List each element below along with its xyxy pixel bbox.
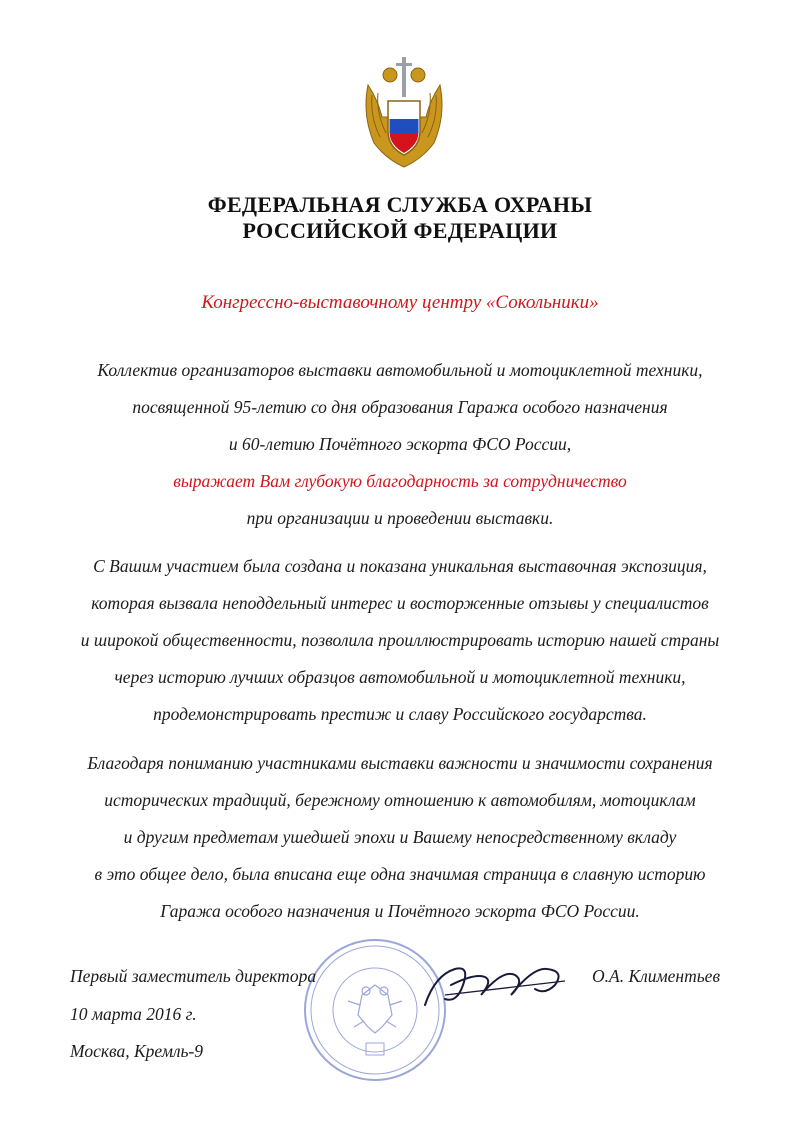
paragraph-3-line: Гаража особого назначения и Почётного эскорта ФСО России.	[160, 901, 640, 921]
paragraph-1-line: Коллектив организаторов выставки автомобильной и мотоциклетной техники,	[97, 360, 703, 380]
paragraph-1	[40, 352, 760, 537]
paragraph-1-line: и 60-летию Почётного эскорта ФСО России,	[228, 434, 572, 454]
organization-title-line1: ФЕДЕРАЛЬНАЯ СЛУЖБА ОХРАНЫ	[207, 192, 593, 217]
paragraph-3-line: в это общее дело, была вписана еще одна значимая страница в славную историю	[94, 864, 706, 884]
paragraph-1-line: при организации и проведении выставки.	[246, 508, 554, 528]
letter-place: Москва, Кремль-9	[70, 1041, 204, 1061]
paragraph-3-line: Благодаря пониманию участниками выставки важности и значимости сохранения	[87, 753, 713, 773]
paragraph-1-line: посвященной 95-летию со дня образования Гаража особого назначения	[132, 397, 668, 417]
paragraph-3-line: исторических традиций, бережному отношению к автомобилям, мотоциклам	[104, 790, 696, 810]
organization-title-line2: РОССИЙСКОЙ ФЕДЕРАЦИИ	[242, 218, 558, 243]
paragraph-3	[40, 745, 760, 930]
paragraph-2-line: продемонстрировать престиж и славу Российского государства.	[153, 704, 647, 724]
paragraph-2	[40, 548, 760, 733]
paragraph-2-line: через историю лучших образцов автомобильной и мотоциклетной техники,	[114, 667, 686, 687]
handwritten-signature	[415, 955, 575, 1015]
gratitude-line: выражает Вам глубокую благодарность за сотрудничество	[173, 471, 627, 491]
signer-name: О.А. Климентьев	[592, 966, 721, 986]
paragraph-3-line: и другим предметам ушедшей эпохи и Вашему непосредственному вкладу	[123, 827, 677, 847]
fso-emblem-icon	[360, 55, 448, 175]
letter-date: 10 марта 2016 г.	[70, 1004, 197, 1024]
signer-position: Первый заместитель директора	[70, 966, 317, 986]
addressee: Конгрессно-выставочному центру «Сокольники»	[201, 292, 599, 313]
paragraph-2-line: и широкой общественности, позволила проиллюстрировать историю нашей страны	[80, 630, 720, 650]
organization-title	[0, 192, 800, 244]
paragraph-2-line: которая вызвала неподдельный интерес и восторженные отзывы у специалистов	[91, 593, 709, 613]
paragraph-2-line: С Вашим участием была создана и показана уникальная выставочная экспозиция,	[93, 556, 707, 576]
